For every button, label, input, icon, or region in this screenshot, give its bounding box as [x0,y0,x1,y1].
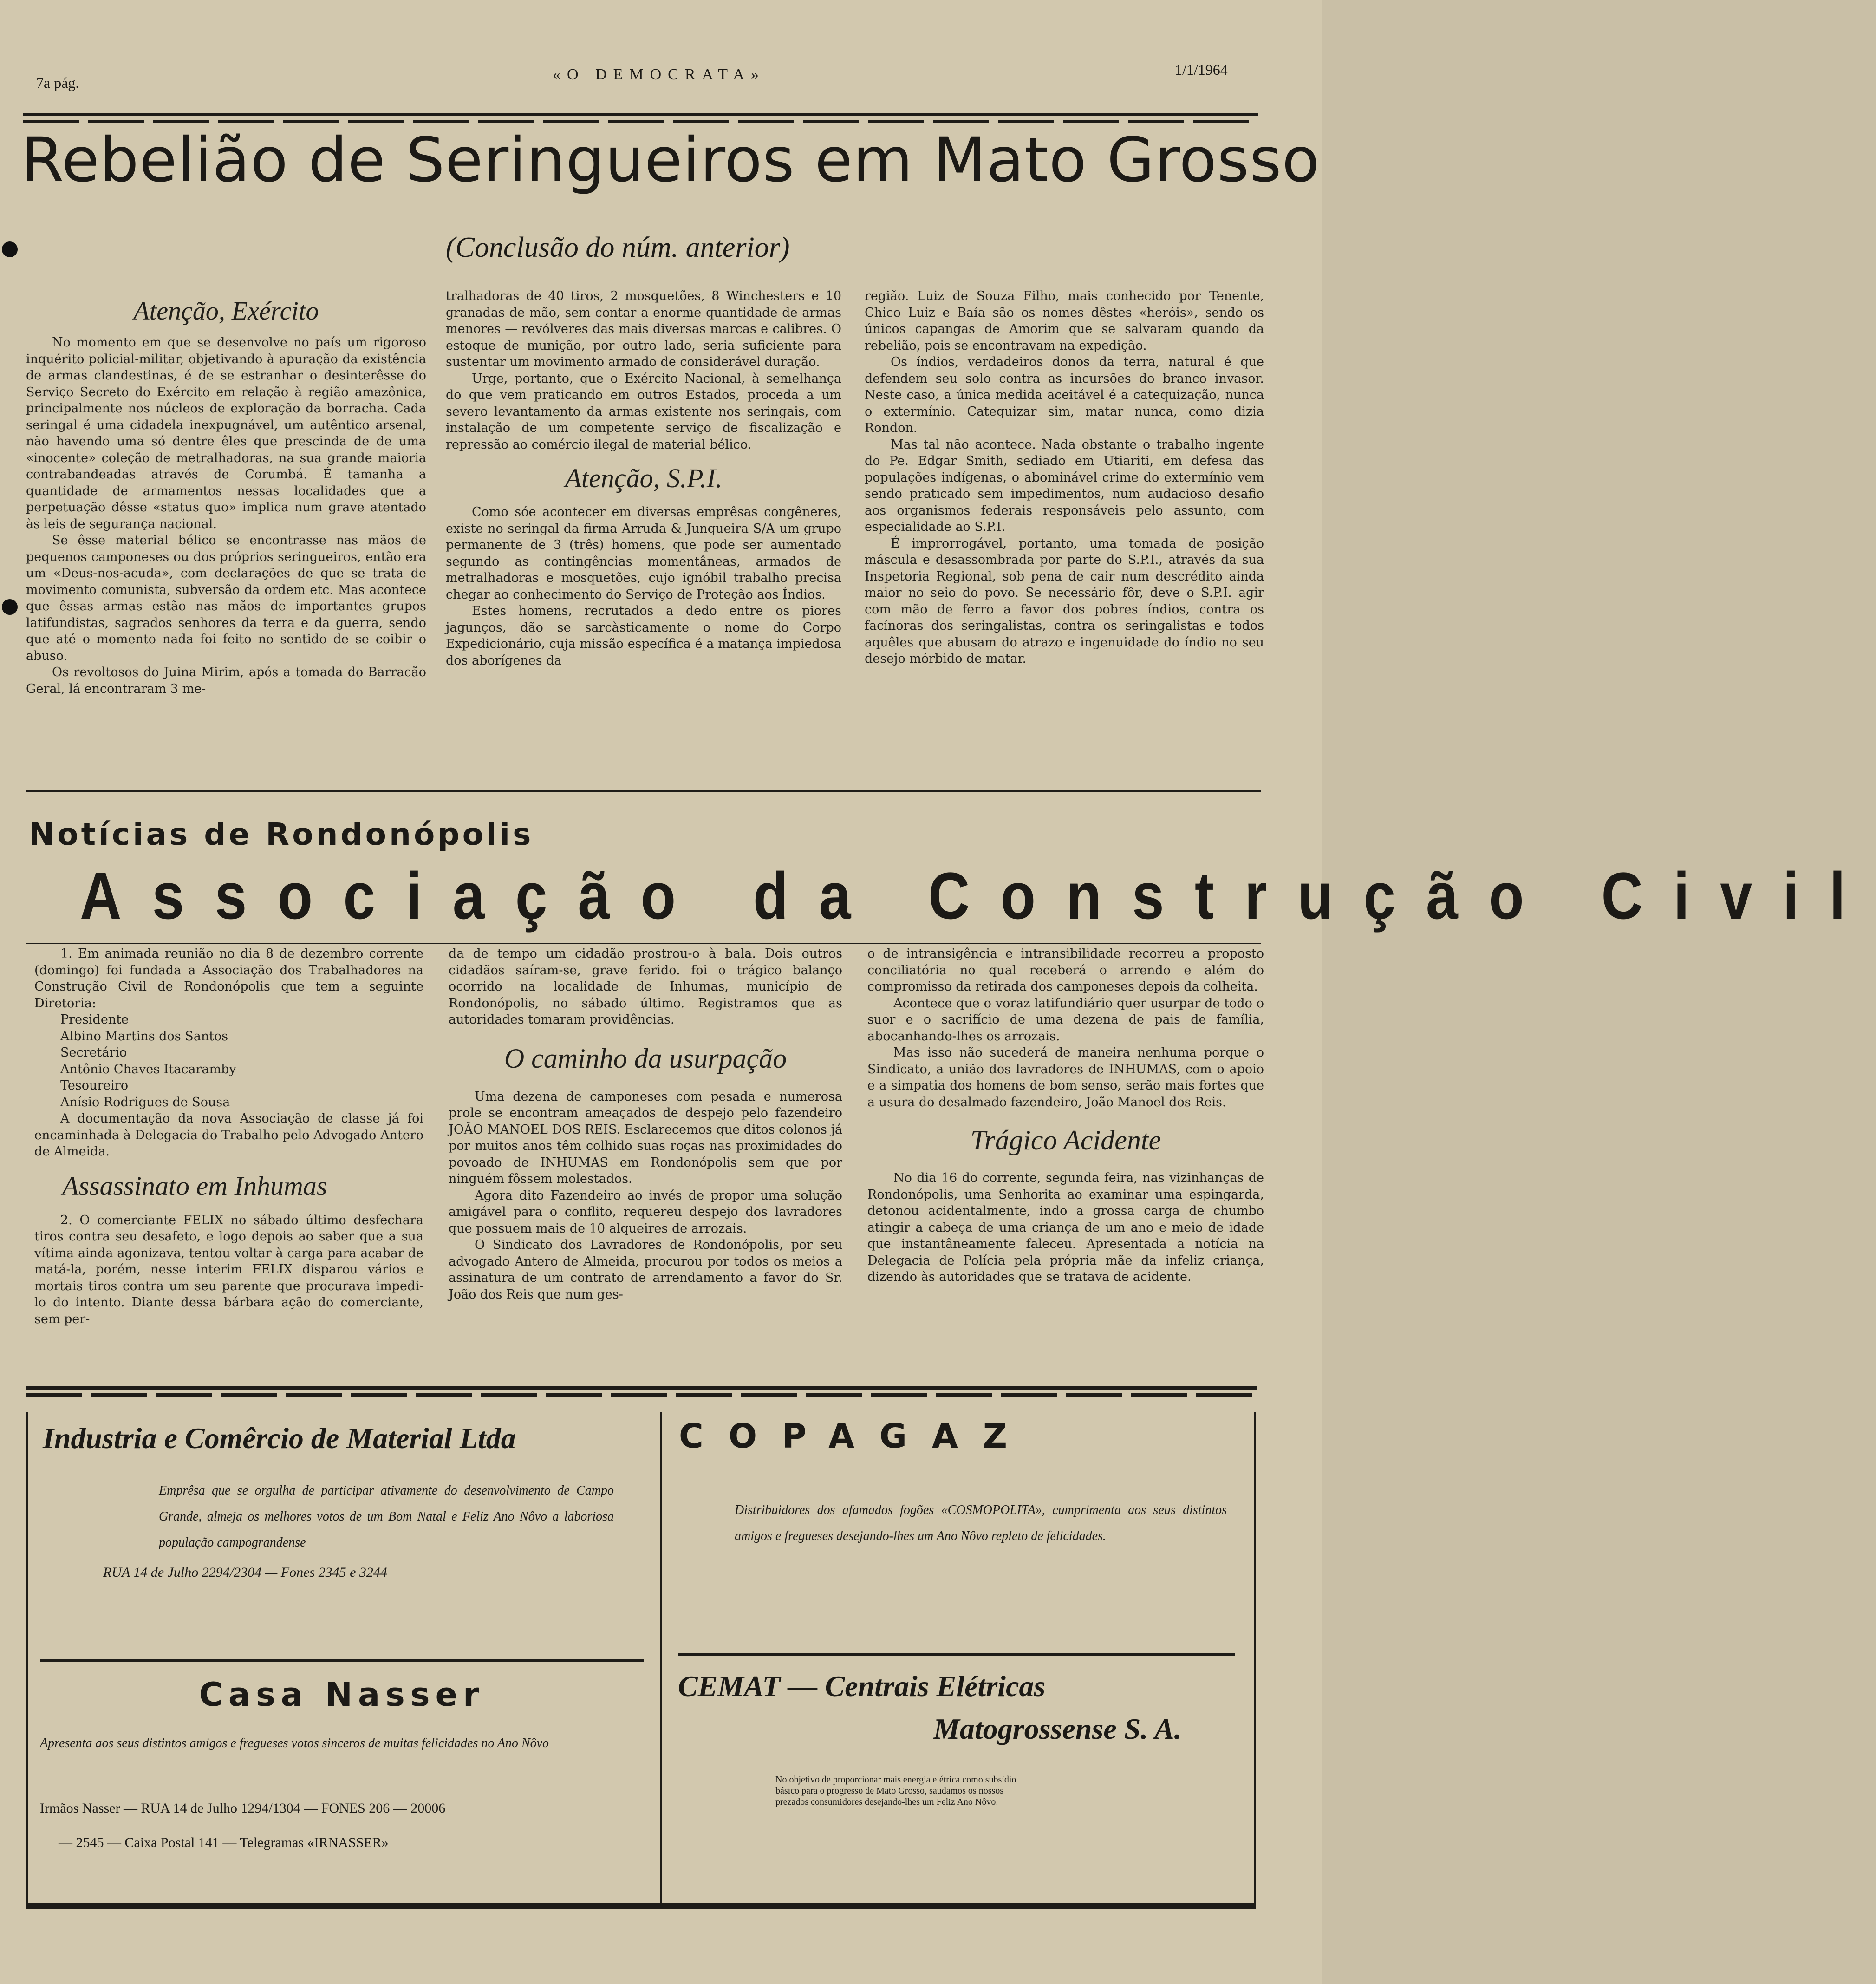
page-bottom-rule [26,1903,1256,1909]
page-number: 7a pág. [36,74,79,91]
ad-industria-title: Industria e Comêrcio de Material Ltda [43,1422,516,1455]
ad-frame-left [26,1412,28,1904]
article1-column-3 [865,288,1264,667]
subhead-atencao-spi: Atenção, S.P.I. [565,463,723,493]
subhead-tragico-acidente: Trágico Acidente [970,1125,1161,1155]
paragraph: Urge, portanto, que o Exército Nacional, à semelhança do que vem praticando em outros Estados, proceda a um severo levantamento da armas existente nos seringais, com instalação de um competente serviço de fiscalização e repressão ao comércio ilegal de material bélico. [446,371,841,452]
margin-punch-hole [2,241,18,257]
ad-cemat [678,1669,1244,1808]
ad-industria-text: Emprêsa que se orgulha de participar ativamente do desenvolvimento de Campo Grande, almeja os melhores votos de um Bom Natal e Feliz Ano Nôvo a laboriosa população campograndense [159,1483,614,1550]
ad-casa-nasser-text: Apresenta aos seus distintos amigos e fregueses votos sinceros de muitas felicidades no Ano Nôvo [40,1736,549,1750]
article2-banner: Associação da Construção Civil [80,859,1876,933]
subhead-usurpacao: O caminho da usurpação [504,1043,787,1074]
article2-column-1 [34,946,423,1327]
newspaper-name: «O DEMOCRATA» [553,66,765,83]
ad-cemat-title-1: CEMAT — Centrais Elétricas [678,1670,1046,1703]
paragraph: tralhadoras de 40 tiros, 2 mosquetões, 8 Winchesters e 10 granadas de mão, sem contar a enorme quantidade de armas menores — revólveres das mais diversas marcas e calibres. O estoque de munição, por outro lado, seria suficiente para sustentar um movimento armado de considerável duração. [446,289,841,369]
ads-top-rule [26,1386,1257,1390]
paragraph: No momento em que se desenvolve no país um rigoroso inquérito policial-militar, objetivando à apuração da existência de armas clandestinas, é de se estranhar o desinterêsse do Serviço Secreto do Exército em relação à região amazônica, principalmente nos núcleos de exploração da borracha. Cada seringal é uma cidadela inexpugnável, um autêntico arsenal, não havendo uma só dentre êles que prescinda de de uma «inocente» coleção de metralhadoras, na sua grande maioria contrabandeadas através de Corumbá. É tamanha a quantidade de armamentos nessas localidades que a perpetuação dêsse «status quo» implica num grave atentado às leis de segurança nacional. [26,335,426,531]
section-rule [26,790,1261,792]
paragraph: No dia 16 do corrente, segunda feira, nas vizinhanças de Rondonópolis, uma Senhorita ao examinar uma espingarda, detonou acidentalmente, indo a grossa carga de chumbo atingir a cabeça de uma criança de um ano e meio de idade que instantâneamente faleceu. Apresentada a notícia na Delegacia de Polícia pela própria mãe da infeliz criança, dizendo às autoridades que se tratava de acidente. [867,1171,1264,1284]
directory-item: Presidente [60,1012,129,1027]
directory-item: Anísio Rodrigues de Sousa [60,1095,230,1109]
issue-date: 1/1/1964 [1175,61,1228,78]
ad-copagaz-title: COPAGAZ [679,1416,1032,1455]
paragraph: da de tempo um cidadão prostrou-o à bala. Dois outros cidadãos saíram-se, grave ferido. foi o trágico balanço ocorrido na localidade de Inhumas, município de Rondonópolis, no sábado último. Registramos que as autoridades tomaram providências. [449,946,842,1027]
paragraph: Estes homens, recrutados a dedo entre os piores jagunços, dão se sarcàsticamente o nome do Corpo Expedicionário, cuja missão específica é a matança impiedosa dos aborígenes da [446,604,841,668]
article1-column-1 [26,288,426,697]
article2-kicker: Notícias de Rondonópolis [29,816,534,852]
paragraph: Como sóe acontecer em diversas emprêsas congêneres, existe no seringal da firma Arruda & Junqueira S/A um grupo permanente de 3 (três) homens, que pode ser aumentado segundo as contingências momentâneas, armados de metralhadoras e mosquetões, cujo ignóbil trabalho precisa chegar ao conhecimento do Serviço de Proteção aos Índios. [446,505,841,602]
paragraph: Os índios, verdadeiros donos da terra, natural é que defendem seu solo contra as incursões do branco invasor. Neste caso, a única medida aceitável é a catequização, nunca o extermínio. Catequizar sim, matar nunca, como dizia Rondon. [865,355,1264,435]
article1-continuation: (Conclusão do núm. anterior) [446,232,790,263]
article2-column-3 [867,946,1264,1286]
ad-casa-nasser-title: Casa Nasser [199,1676,485,1714]
ad-cemat-text: No objetivo de proporcionar mais energia elétrica como subsídio básico para o progresso de Mato Grosso, saudamos os nossos prezados consumidores desejando-lhes um Feliz Ano Nôvo. [775,1775,1016,1807]
subhead-atencao-exercito: Atenção, Exército [133,297,319,326]
paragraph: Agora dito Fazendeiro ao invés de propor uma solução amigável para o conflito, requereu despejo dos lavradores que possuem mais de 10 alqueires de arrozais. [449,1188,842,1236]
ad-frame-right [1254,1412,1256,1904]
article1-column-2 [446,288,841,669]
paragraph: Acontece que o voraz latifundiário quer usurpar de todo o suor e o sacrifício de uma dezena de pais de família, abocanhando-lhes os arrozais. [867,996,1264,1044]
subhead-assassinato: Assassinato em Inhumas [62,1170,327,1201]
ad-copagaz [679,1416,1245,1549]
section-thin-rule [26,943,1261,944]
paragraph: Os revoltosos do Juina Mirim, após a tomada do Barracão Geral, lá encontraram 3 me- [26,665,426,696]
ads-top-dash-rule [26,1393,1257,1397]
directory-item: Antônio Chaves Itacaramby [60,1062,236,1077]
paragraph: É improrrogável, portanto, uma tomada de posição máscula e desassombrada por parte do S.P.I., através da sua Inspetoria Regional, sob pena de cair num descrédito ainda maior no seio do povo. Se necessário fôr, deve o S.P.I. agir com mão de ferro a favor dos pobres índios, contra os facínoras dos seringalistas, contra os seringalistas e todos aquêles que abusam do atrazo e ingenuidade do índio no seu desejo mórbido de matar. [865,536,1264,666]
header-dash-rule [23,120,1258,123]
ad-cemat-title-2: Matogrossense S. A. [933,1712,1182,1745]
paragraph: Mas tal não acontece. Nada obstante o trabalho ingente do Pe. Edgar Smith, sediado em Utiariti, em defesa das populações indígenas, o abominável crime do extermínio vem sendo praticado sem impedimentos, num audacioso desafio aos organismos federais responsáveis pelo assunto, com especialidade ao S.P.I. [865,437,1264,534]
ad-copagaz-text: Distribuidores dos afamados fogões «COSMOPOLITA», cumprimenta aos seus distintos amigos e fregueses desejando-lhes um Ano Nôvo repleto de felicidades. [735,1503,1227,1543]
ad-row-rule-left [40,1659,644,1662]
paragraph: Uma dezena de camponeses com pesada e numerosa prole se encontram ameaçados de despejo pelo fazendeiro JOÃO MANOEL DOS REIS. Esclarecemos que ditos colonos já por muitos anos têm colhido suas roças nas proximidades do povoado de INHUMAS em Rondonópolis sem que por ninguém fôssem molestados. [449,1089,842,1186]
ad-row-rule-right [678,1653,1235,1656]
article2-column-2 [449,946,842,1303]
directory-item: Tesoureiro [60,1078,129,1093]
margin-punch-hole [2,599,18,615]
directory-item: Albino Martins dos Santos [60,1029,228,1044]
ad-casa-nasser [40,1676,644,1852]
paragraph: região. Luiz de Souza Filho, mais conhecido por Tenente, Chico Luiz e Baía são os nomes dêstes «heróis», sendo os únicos capangas de Amorim que se salvaram quando da rebelião, pois se encontravam na expedição. [865,289,1264,353]
ad-casa-nasser-footer-1: Irmãos Nasser — RUA 14 de Julho 1294/1304 — FONES 206 — 20006 [40,1801,446,1816]
ad-industria [43,1421,642,1586]
directory-item: Secretário [60,1045,127,1060]
article1-headline: Rebelião de Seringueiros em Mato Grosso [21,124,1320,196]
paragraph: Se êsse material bélico se encontrasse nas mãos de pequenos camponeses ou dos próprios seringueiros, então era um «Deus-nos-acuda», com declarações de que se trata de movimento comunista, subversão da ordem etc. Mas acontece que êssas armas estão nas mãos de importantes grupos latifundistas, sagrados senhores da terra e da guerra, sendo que até o momento nada foi feito no sentido de se coibir o abuso. [26,533,426,663]
paragraph: Mas isso não sucederá de maneira nenhuma porque o Sindicato, a união dos lavradores de INHUMAS, com o apoio e a simpatia dos homens de bom senso, serão mais fortes que a usura do desalmado fazendeiro, João Manoel dos Reis. [867,1045,1264,1109]
ad-casa-nasser-footer-2: — 2545 — Caixa Postal 141 — Telegramas «IRNASSER» [59,1835,389,1850]
paragraph: o de intransigência e intransibilidade recorreu a proposto conciliatória no qual receberá o arrendo e além do compromisso da retirada dos camponeses depois da colheita. [867,946,1264,994]
paragraph: A documentação da nova Associação de classe já foi encaminhada à Delegacia do Trabalho pelo Advogado Antero de Almeida. [34,1111,423,1159]
header-rule [23,113,1258,116]
ad-industria-address: RUA 14 de Julho 2294/2304 — Fones 2345 e 3244 [103,1565,387,1580]
paragraph: 1. Em animada reunião no dia 8 de dezembro corrente (domingo) foi fundada a Associação dos Trabalhadores na Construção Civil de Rondonópolis que tem a seguinte Diretoria: [34,946,423,1011]
ad-frame-divider [660,1412,662,1904]
paragraph: O Sindicato dos Lavradores de Rondonópolis, por seu advogado Antero de Almeida, procurou por todos os meios a assinatura de um contrato de arrendamento a favor do Sr. João dos Reis que num ges- [449,1238,842,1302]
paragraph: 2. O comerciante FELIX no sábado último desfechara tiros contra seu desafeto, e logo depois ao saber que a sua vítima ainda agonizava, tentou voltar à carga para acabar de matá-la, porém, nesse interim FELIX disparou vários e mortais tiros contra um seu parente que procurava impedi-lo do intento. Diante dessa bárbara ação do comerciante, sem per- [34,1213,423,1326]
